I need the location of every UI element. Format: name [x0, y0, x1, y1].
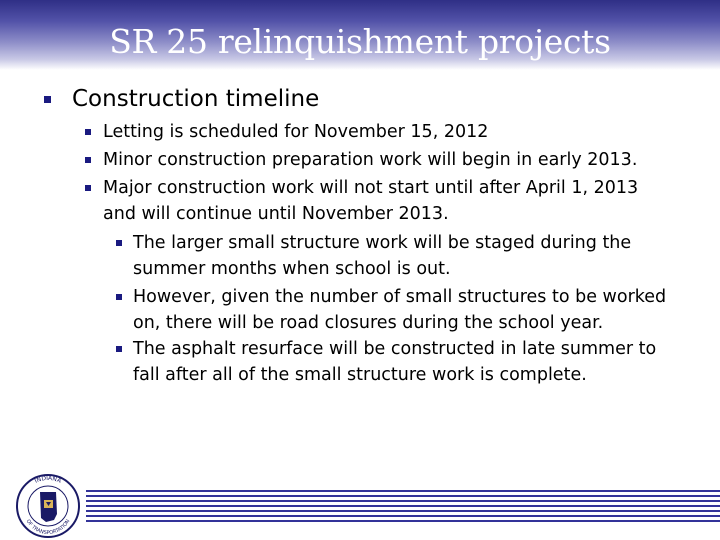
list-item: Major construction work will not start until after April 1, 2013 and will continue until November 2013. [103, 178, 639, 224]
seal-text-bottom: OF TRANSPORTATION [24, 518, 72, 537]
slide-title: SR 25 relinquishment projects [109, 22, 611, 61]
bullet-icon [44, 96, 51, 103]
bullet-icon [85, 185, 91, 191]
list-item: Minor construction preparation work will begin in early 2013. [103, 150, 638, 170]
sub-list-item: The asphalt resurface will be constructed in late summer to fall after all of the small structure work is complete. [133, 339, 657, 385]
section-heading: Construction timeline [72, 86, 320, 112]
footer-rules [86, 490, 720, 525]
bullet-icon [85, 157, 91, 163]
bullet-icon [85, 129, 91, 135]
bullet-icon [116, 294, 122, 300]
bullet-icon [116, 346, 122, 352]
sub-list-item: The larger small structure work will be staged during the summer months when school is out. [133, 233, 632, 279]
bullet-icon [116, 240, 122, 246]
indot-seal-icon [10, 470, 86, 540]
sub-list-item: However, given the number of small structures to be worked on, there will be road closures during the school year. [133, 287, 667, 333]
seal-text-top: INDIANA [33, 474, 63, 485]
list-item: Letting is scheduled for November 15, 2012 [103, 122, 489, 142]
